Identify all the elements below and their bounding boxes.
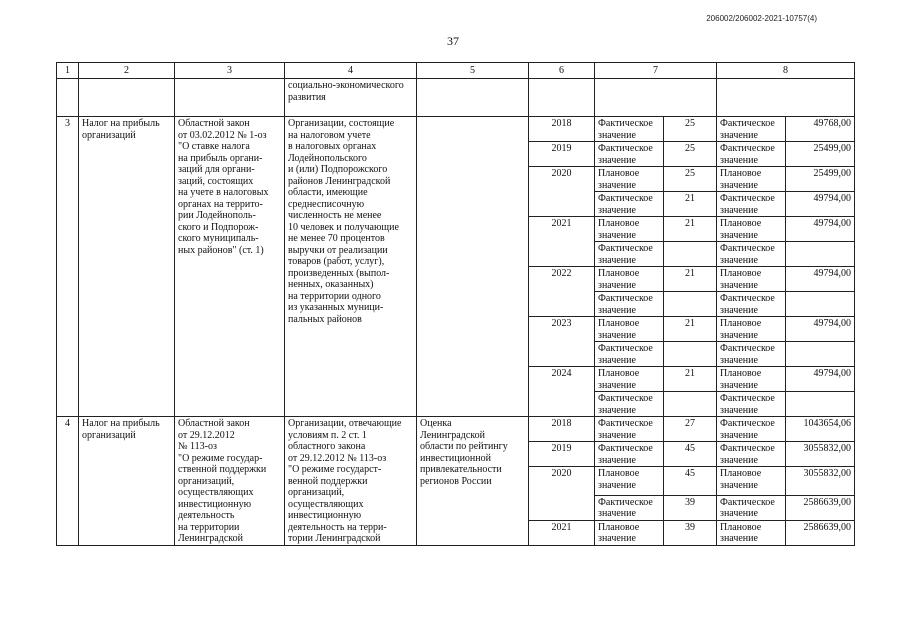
amount-value <box>786 292 855 317</box>
indicator-type: Плановое значение <box>595 367 664 392</box>
amount-value: 3055832,00 <box>786 442 855 467</box>
indicator-value: 21 <box>664 317 717 342</box>
indicator-value: 45 <box>664 442 717 467</box>
amount-type: Плановое значение <box>717 217 786 242</box>
year-cell: 2023 <box>529 317 595 367</box>
amount-type: Плановое значение <box>717 267 786 292</box>
amount-value: 49794,00 <box>786 367 855 392</box>
continuation-row <box>57 79 855 117</box>
indicator-type: Фактическое значение <box>595 495 664 520</box>
amount-type: Фактическое значение <box>717 292 786 317</box>
amount-value: 49794,00 <box>786 217 855 242</box>
amount-type: Фактическое значение <box>717 192 786 217</box>
year-cell: 2019 <box>529 142 595 167</box>
amount-type: Фактическое значение <box>717 117 786 142</box>
indicator-value <box>664 392 717 417</box>
table-row <box>57 117 855 142</box>
column-number: 1 <box>57 63 79 79</box>
year-cell: 2021 <box>529 217 595 267</box>
indicator-value: 21 <box>664 367 717 392</box>
amount-type: Плановое значение <box>717 317 786 342</box>
column-number: 6 <box>529 63 595 79</box>
column-number: 7 <box>595 63 717 79</box>
indicator-value: 21 <box>664 267 717 292</box>
indicator-value: 21 <box>664 217 717 242</box>
indicator-type: Фактическое значение <box>595 392 664 417</box>
amount-value: 1043654,06 <box>786 417 855 442</box>
amount-value: 25499,00 <box>786 142 855 167</box>
table-row <box>57 417 855 442</box>
indicator-type: Плановое значение <box>595 467 664 496</box>
amount-value: 49768,00 <box>786 117 855 142</box>
indicator-value: 25 <box>664 167 717 192</box>
indicator-value: 21 <box>664 192 717 217</box>
beneficiary-category: Организации, отвечающие условиям п. 2 ст. 1 областного закона от 29.12.2012 № 113-оз "О режиме государст- венной поддержки организаций, осуществляющих инвестиционную деятельность на терри- тории Ленинградской <box>285 417 417 546</box>
indicator-type: Плановое значение <box>595 520 664 545</box>
indicator-type: Фактическое значение <box>595 442 664 467</box>
amount-value <box>786 342 855 367</box>
amount-value: 3055832,00 <box>786 467 855 496</box>
tax-name: Налог на прибыль организаций <box>79 117 175 417</box>
column-number: 3 <box>175 63 285 79</box>
page-number: 37 <box>447 34 459 48</box>
indicator-value: 25 <box>664 117 717 142</box>
legal-act: Областной закон от 03.02.2012 № 1-оз "О ставке налога на прибыль органи- заций для органи- заций, состоящих на учете в налоговых органах на террито- рии Лодейнополь- ского и Подпорож- ского муниципаль- ных районов" (ст. 1) <box>175 117 285 417</box>
indicator-value: 39 <box>664 520 717 545</box>
indicator-type: Плановое значение <box>595 267 664 292</box>
amount-value: 49794,00 <box>786 267 855 292</box>
amount-type: Фактическое значение <box>717 495 786 520</box>
amount-type: Фактическое значение <box>717 242 786 267</box>
amount-type: Плановое значение <box>717 167 786 192</box>
legal-act: Областной закон от 29.12.2012 № 113-оз "О режиме государ- ственной поддержки организаций, осуществляющих инвестиционную деятельность на территории Ленинградской <box>175 417 285 546</box>
year-cell: 2020 <box>529 167 595 217</box>
amount-value: 2586639,00 <box>786 520 855 545</box>
amount-type: Фактическое значение <box>717 442 786 467</box>
year-cell: 2020 <box>529 467 595 521</box>
row-number: 4 <box>57 417 79 546</box>
year-cell: 2021 <box>529 520 595 545</box>
indicator-type: Фактическое значение <box>595 342 664 367</box>
column-number: 4 <box>285 63 417 79</box>
column-numbers-row <box>57 63 855 79</box>
indicator-value: 27 <box>664 417 717 442</box>
amount-value: 49794,00 <box>786 317 855 342</box>
indicator-type: Фактическое значение <box>595 242 664 267</box>
amount-type: Фактическое значение <box>717 342 786 367</box>
column-number: 2 <box>79 63 175 79</box>
tax-expenditure-table <box>56 62 855 546</box>
indicator-value <box>664 242 717 267</box>
indicator-value: 45 <box>664 467 717 496</box>
amount-type: Фактическое значение <box>717 417 786 442</box>
amount-type: Плановое значение <box>717 467 786 496</box>
amount-type: Плановое значение <box>717 520 786 545</box>
indicator-type: Фактическое значение <box>595 292 664 317</box>
beneficiary-category: Организации, состоящие на налоговом учете в налоговых органах Лодейнопольского и (или) Подпорожского районов Ленинградской области, имеющие среднесписочную численность не менее 10 человек и получающие не менее 70 процентов выручки от реализации товаров (работ, услуг), произведенных (выпол- ненных, оказанных) на территории одного из указанных муници- пальных районов <box>285 117 417 417</box>
amount-value: 49794,00 <box>786 192 855 217</box>
indicator-type: Плановое значение <box>595 217 664 242</box>
indicator-value <box>664 292 717 317</box>
indicator-value: 39 <box>664 495 717 520</box>
target-indicator <box>417 117 529 417</box>
year-cell: 2019 <box>529 442 595 467</box>
year-cell: 2018 <box>529 117 595 142</box>
indicator-type: Фактическое значение <box>595 417 664 442</box>
continuation-text: социально-экономического развития <box>285 79 417 117</box>
indicator-type: Фактическое значение <box>595 192 664 217</box>
amount-type: Фактическое значение <box>717 392 786 417</box>
amount-value <box>786 242 855 267</box>
column-number: 5 <box>417 63 529 79</box>
indicator-type: Плановое значение <box>595 167 664 192</box>
row-number: 3 <box>57 117 79 417</box>
amount-value <box>786 392 855 417</box>
indicator-type: Плановое значение <box>595 317 664 342</box>
amount-type: Фактическое значение <box>717 142 786 167</box>
year-cell: 2024 <box>529 367 595 417</box>
indicator-type: Фактическое значение <box>595 117 664 142</box>
amount-value: 25499,00 <box>786 167 855 192</box>
target-indicator: Оценка Ленинградской области по рейтингу инвестиционной привлекательности регионов России <box>417 417 529 546</box>
indicator-type: Фактическое значение <box>595 142 664 167</box>
indicator-value <box>664 342 717 367</box>
amount-value: 2586639,00 <box>786 495 855 520</box>
amount-type: Плановое значение <box>717 367 786 392</box>
tax-name: Налог на прибыль организаций <box>79 417 175 546</box>
column-number: 8 <box>717 63 855 79</box>
year-cell: 2018 <box>529 417 595 442</box>
document-id: 206002/206002-2021-10757(4) <box>706 14 817 23</box>
indicator-value: 25 <box>664 142 717 167</box>
year-cell: 2022 <box>529 267 595 317</box>
